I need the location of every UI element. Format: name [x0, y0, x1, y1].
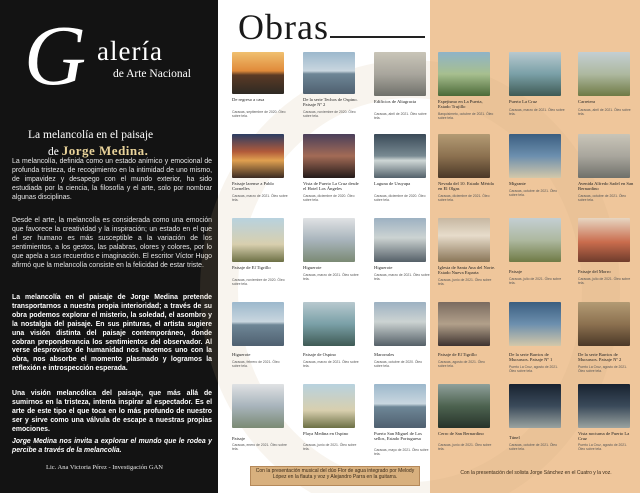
painting-29 — [509, 384, 561, 428]
work-meta-21: Caracas, octubre de 2020. Óleo sobre tela. — [374, 360, 423, 368]
work-meta-4: Barquisimeto, octubre de 2021. Óleo sobre tela. — [438, 112, 494, 120]
work-meta-13: Caracas, noviembre de 2020. Óleo sobre tela. — [232, 278, 285, 286]
work-title-1: De regreso a casa — [232, 97, 265, 102]
work-title-14: Higuerote — [303, 265, 322, 270]
work-title-11: Migrante — [509, 181, 526, 186]
paragraph-5: Jorge Medina nos invita a explorar el mundo que le rodea y percibe a través de la melancolía. — [12, 438, 212, 454]
work-title-7: Paisaje larense a Pablo Cornelles — [232, 181, 274, 192]
work-title-22: Paisaje de El Tigrillo — [438, 352, 477, 357]
work-title-9: Laguna de Uruyapa — [374, 181, 411, 186]
painting-20 — [303, 302, 355, 346]
work-title-13: Paisaje de El Tigrillo — [232, 265, 271, 270]
work-title-17: Paisaje — [509, 269, 523, 274]
painting-10 — [438, 134, 490, 178]
painting-22 — [438, 302, 490, 346]
work-meta-5: Caracas, marzo de 2021. Óleo sobre tela. — [509, 108, 565, 116]
work-meta-8: Caracas, diciembre de 2020. Óleo sobre tela. — [303, 194, 355, 202]
work-meta-3: Caracas, abril de 2021. Óleo sobre tela. — [374, 112, 427, 120]
work-title-12: Avenida Alfredo Sadel en San Bernardino — [578, 181, 634, 192]
work-title-4: Espejismo en La Puerta, Estado Trujillo — [438, 99, 483, 110]
work-meta-2: Caracas, noviembre de 2020. Óleo sobre tela. — [303, 110, 356, 118]
music-caption-right: Con la presentación del solista Jorge Sánchez en el Cuatro y la voz. — [460, 470, 612, 476]
work-title-29: Túnel — [509, 435, 520, 440]
painting-21 — [374, 302, 426, 346]
painting-16 — [438, 218, 490, 262]
painting-5 — [509, 52, 561, 96]
painting-4 — [438, 52, 490, 96]
work-title-23: De la serie Barrios de Mucuruos. Paisaje Nº 1 — [509, 352, 553, 363]
painting-14 — [303, 218, 355, 262]
work-meta-12: Caracas, octubre de 2021. Óleo sobre tela. — [578, 194, 627, 202]
work-meta-6: Caracas, abril de 2021. Óleo sobre tela. — [578, 108, 631, 116]
title-initial: G — [24, 7, 87, 103]
work-title-8: Vista de Puerto La Cruz desde el Hotel Los Ángeles — [303, 181, 359, 192]
article-panel — [0, 0, 218, 493]
work-title-30: Vista nocturna de Puerto La Cruz — [578, 431, 630, 442]
work-title-26: Playa Medina en Ospino — [303, 431, 349, 436]
painting-23 — [509, 302, 561, 346]
work-title-3: Edificios de Altagracia — [374, 99, 417, 104]
work-meta-11: Caracas, octubre de 2021. Óleo sobre tela. — [509, 189, 558, 197]
painting-30 — [578, 384, 630, 428]
painting-19 — [232, 302, 284, 346]
work-meta-22: Caracas, agosto de 2021. Óleo sobre tela. — [438, 360, 485, 368]
paragraph-3: La melancolía en el paisaje de Jorge Medina pretende transportarnos a nuestra propia interioridad; a través de su obra podemos explorar el misterio, la soledad, el asombro y la nostalgia del paisaje. En sus pinturas, el artista sugiere una visión distinta del paisaje contemporáneo, donde cobran preponderancia los sentimientos del observador. Al verse desprovisto de humanidad nos hacemos uno con la obra, nos absorbe el momento plasmado y logramos la reflexión e introspección esperada. — [12, 294, 212, 373]
article-heading-artist — [48, 143, 148, 159]
painting-3 — [374, 52, 426, 96]
painting-13 — [232, 218, 284, 262]
paragraph-2: Desde el arte, la melancolía es considerada como una emoción que favorece la creatividad y la inspiración; un estado en el que el ser humano es más susceptible a la variación de los sentimientos, a los gestos, las palabras, olores y colores, por lo que apela a sus recuerdos e imaginación. El escritor Víctor Hugo afirmó que la melancolía consiste en la felicidad de estar triste. — [12, 217, 212, 269]
painting-24 — [578, 302, 630, 346]
work-meta-19: Caracas, febrero de 2021. Óleo sobre tela. — [232, 360, 280, 368]
painting-2 — [303, 52, 355, 94]
work-meta-29: Caracas, octubre de 2021. Óleo sobre tela. — [509, 443, 558, 451]
gallery-subtitle: de Arte Nacional — [113, 68, 191, 80]
work-title-2: De la serie Techos de Ospino. Paisaje Nº 2 — [303, 97, 358, 108]
artist-name: Jorge Medina. — [61, 143, 149, 158]
painting-25 — [232, 384, 284, 428]
article-signature: Lic. Ana Victoria Pérez - Investigación GAN — [46, 464, 163, 471]
work-meta-16: Caracas, junio de 2021. Óleo sobre tela. — [438, 278, 492, 286]
work-meta-18: Caracas, julio de 2021. Óleo sobre tela. — [578, 277, 631, 285]
work-title-18: Paisaje del Morro — [578, 269, 611, 274]
paragraph-4: Una visión melancólica del paisaje, que más allá de sumirnos en la tristeza, intenta inspirar al espectador. Es el arte de este tipo el que toca en lo más profundo de nuestro ser y sirve como una válvula de escape a nuestras propias emociones. — [12, 390, 212, 433]
work-meta-10: Caracas, diciembre de 2021. Óleo sobre tela. — [438, 194, 490, 202]
work-meta-28: Caracas, junio de 2021. Óleo sobre tela. — [438, 443, 492, 451]
painting-9 — [374, 134, 426, 178]
article-heading: La melancolía en el paisaje — [28, 129, 154, 141]
work-meta-24: Puerto La Cruz, agosto de 2021. Óleo sobre tela. — [578, 365, 628, 373]
work-title-16: Iglesia de Santa Ana del Norte. Estado Nueva Esparta — [438, 265, 496, 276]
painting-26 — [303, 384, 355, 428]
work-meta-27: Caracas, mayo de 2021. Óleo sobre tela. — [374, 448, 429, 456]
works-title-rule — [330, 36, 425, 38]
work-title-27: Puerto San Miguel de Los sellos, Estado Portuguesa — [374, 431, 422, 442]
work-meta-15: Caracas, marzo de 2021. Óleo sobre tela. — [374, 273, 430, 281]
work-meta-14: Caracas, marzo de 2021. Óleo sobre tela. — [303, 273, 359, 281]
work-title-19: Higuerote — [232, 352, 251, 357]
work-meta-17: Caracas, julio de 2021. Óleo sobre tela. — [509, 277, 562, 285]
heading-prefix: de — [48, 146, 59, 158]
painting-7 — [232, 134, 284, 178]
work-title-21: Marorrales — [374, 352, 395, 357]
work-meta-25: Caracas, enero de 2021. Óleo sobre tela. — [232, 443, 287, 451]
paragraph-1: La melancolía, definida como un estado anímico y emocional de profunda tristeza, de recogimiento en la intimidad de uno mismo, de impavidez y desapego con el mundo exterior, ha sido estudiada por la ciencia, la filosofía y el arte, solo por nombrar algunas disciplinas. — [12, 158, 212, 201]
work-title-6: Carretera — [578, 99, 596, 104]
work-title-28: Cerro de San Bernardino — [438, 431, 484, 436]
work-meta-20: Caracas, marzo de 2021. Óleo sobre tela. — [303, 360, 359, 368]
works-title: Obras — [238, 7, 329, 47]
work-meta-9: Caracas, diciembre de 2020. Óleo sobre tela. — [374, 194, 426, 202]
music-caption-left: Con la presentación musical del dúo Flor de agua integrado por Melody López en la flauta y voz y Alejandro Parra en la guitarra. — [250, 466, 420, 486]
painting-8 — [303, 134, 355, 178]
work-title-20: Paisaje de Ospino — [303, 352, 336, 357]
work-meta-1: Caracas, septiembre de 2020. Óleo sobre tela. — [232, 110, 286, 118]
painting-28 — [438, 384, 490, 428]
work-title-5: Puerto La Cruz — [509, 99, 538, 104]
painting-17 — [509, 218, 561, 262]
work-title-10: Nevada del 10. Estado Mérida en El Olgas — [438, 181, 494, 192]
painting-6 — [578, 52, 630, 96]
painting-11 — [509, 134, 561, 178]
painting-12 — [578, 134, 630, 178]
work-meta-26: Caracas, junio de 2021. Óleo sobre tela. — [303, 443, 357, 451]
work-meta-23: Puerto La Cruz, agosto de 2021. Óleo sobre tela. — [509, 365, 559, 373]
work-title-15: Higuerote — [374, 265, 393, 270]
work-title-25: Paisaje — [232, 436, 246, 441]
painting-1 — [232, 52, 284, 94]
work-meta-7: Caracas, marzo de 2021. Óleo sobre tela. — [232, 194, 288, 202]
work-title-24: De la serie Barrios de Mucuruos. Paisaje Nº 2 — [578, 352, 622, 363]
painting-27 — [374, 384, 426, 428]
work-meta-30: Puerto La Cruz, agosto de 2021. Óleo sobre tela. — [578, 443, 628, 451]
painting-15 — [374, 218, 426, 262]
painting-18 — [578, 218, 630, 262]
gallery-title: alería — [97, 36, 163, 66]
